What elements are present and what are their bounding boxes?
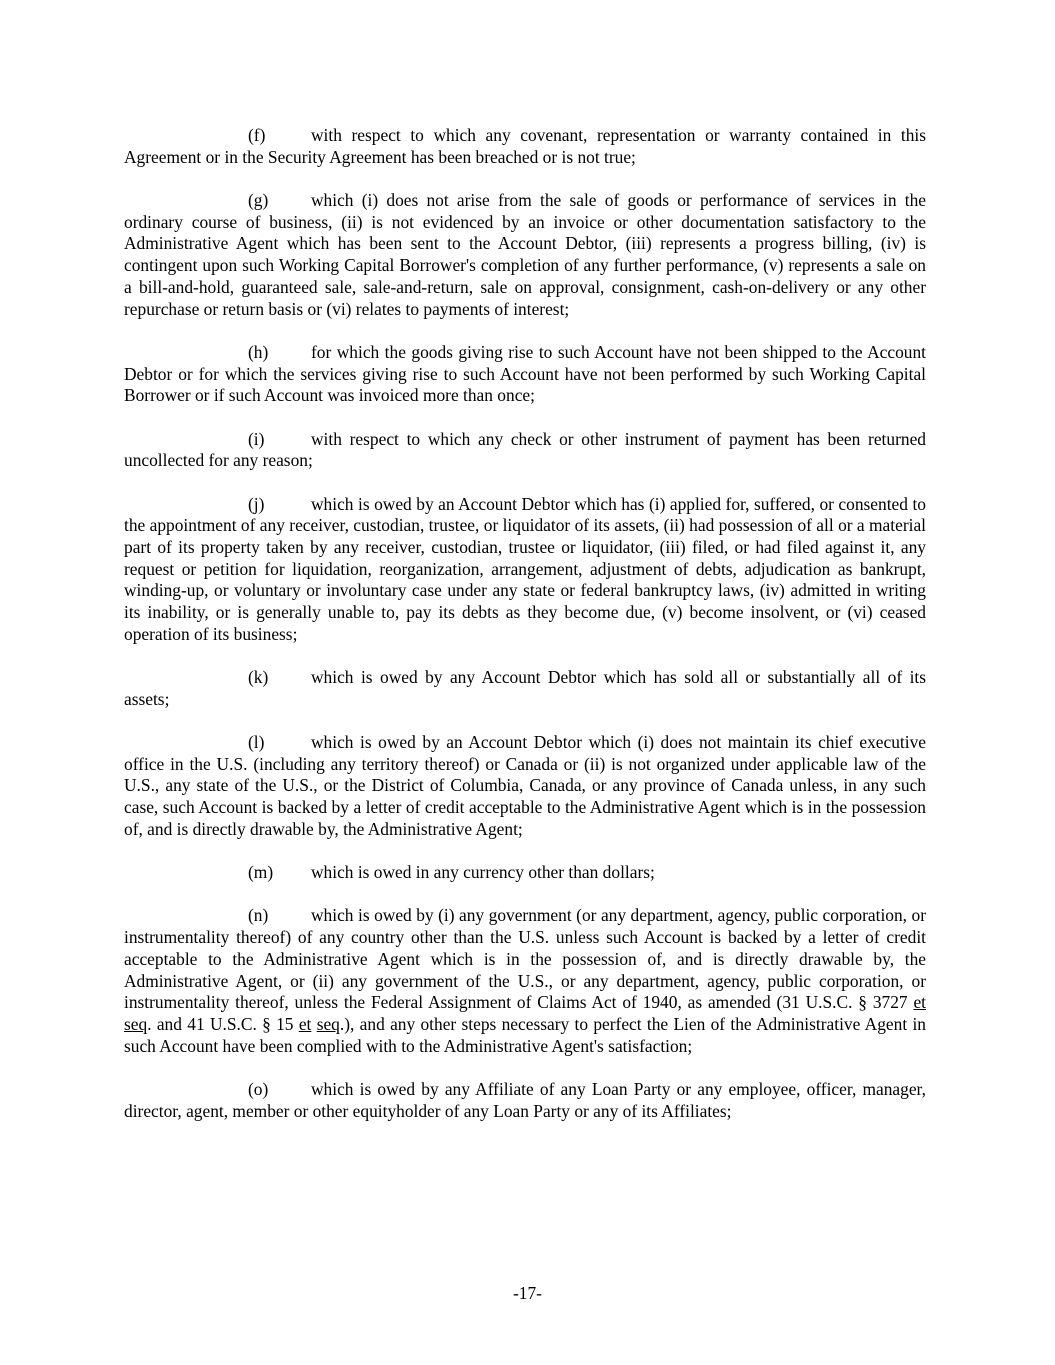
latin-term-seq: seq <box>124 1013 148 1034</box>
paragraph-label: (l) <box>248 732 265 753</box>
paragraph-text-part-c: .), and any other steps necessary to perfect the Lien of the Administrative Agent in such Account have been complied with to the Administrative Agent's satisfaction; <box>124 1013 926 1056</box>
paragraph-label: (g) <box>248 190 269 210</box>
latin-term-et: et <box>913 992 926 1013</box>
paragraph-label: (m) <box>248 862 274 883</box>
paragraph-text: which (i) does not arise from the sale of goods or performance of services in the ordinary course of business, (ii) is not evidenced by an invoice or other documentation satisfactory to the Administrative Agent which has been sent to the Account Debtor, (iii) represents a progress billing, (iv) is contingent upon such Working Capital Borrower's completion of any further performance, (v) represents a sale on a bill-and-hold, guaranteed sale, sale-and-return, sale on approval, consignment, cash-on-delivery or any other repurchase or return basis or (vi) relates to payments of interest; <box>124 190 926 319</box>
document-body <box>124 125 926 1144</box>
paragraph-text: with respect to which any check or other instrument of payment has been returned uncollected for any reason; <box>124 428 926 471</box>
paragraph-i <box>124 429 926 472</box>
latin-term-seq: seq <box>316 1013 340 1034</box>
paragraph-o <box>124 1079 926 1122</box>
paragraph-label: (h) <box>248 341 269 362</box>
paragraph-text: which is owed by an Account Debtor which has (i) applied for, suffered, or consented to the appointment of any receiver, custodian, trustee, or liquidator of its assets, (ii) had possession of all or a material part of its property taken by any receiver, custodian, trustee or liquidator, (iii) filed, or had filed against it, any request or petition for liquidation, reorganization, arrangement, adjustment of debts, adjudication as bankrupt, winding-up, or voluntary or involuntary case under any state or federal bankruptcy laws, (iv) admitted in writing its inability, or is generally unable to, pay its debts as they become due, (v) become insolvent, or (vi) ceased operation of its business; <box>124 493 926 644</box>
paragraph-label: (n) <box>248 905 269 926</box>
paragraph-f <box>124 125 926 168</box>
paragraph-text-part-a: which is owed by (i) any government (or any department, agency, public corporation, or instrumentality thereof) of any country other than the U.S. unless such Account is backed by a letter of credit acceptable to the Administrative Agent which is in the possession of, and is directly drawable by, the Administrative Agent, or (ii) any government of the U.S., or any department, agency, public corporation, or instrumentality thereof, unless the Federal Assignment of Claims Act of 1940, as amended (31 U.S.C. § 3727 <box>124 905 926 1013</box>
paragraph-text: with respect to which any covenant, representation or warranty contained in this Agreement or in the Security Agreement has been breached or is not true; <box>124 125 926 167</box>
paragraph-label: (j) <box>248 493 265 514</box>
paragraph-h <box>124 342 926 407</box>
paragraph-j <box>124 494 926 646</box>
paragraph-n <box>124 905 926 1057</box>
paragraph-text-part-b: . and 41 U.S.C. § 15 <box>147 1013 299 1034</box>
paragraph-g <box>124 190 926 320</box>
paragraph-text: which is owed by any Affiliate of any Loan Party or any employee, officer, manager, director, agent, member or other equityholder of any Loan Party or any of its Affiliates; <box>124 1078 926 1121</box>
paragraph-text: which is owed in any currency other than dollars; <box>311 862 655 883</box>
latin-term-et: et <box>298 1013 312 1034</box>
paragraph-l <box>124 732 926 841</box>
paragraph-label: (k) <box>248 667 269 688</box>
paragraph-label: (o) <box>248 1078 269 1099</box>
paragraph-k <box>124 667 926 710</box>
page-number: -17- <box>513 1283 542 1303</box>
paragraph-m <box>124 862 926 884</box>
paragraph-text: which is owed by an Account Debtor which (i) does not maintain its chief executive office in the U.S. (including any territory thereof) or Canada or (ii) is not organized under applicable law of the U.S., any state of the U.S., or the District of Columbia, Canada, or any province of Canada unless, in any such case, such Account is backed by a letter of credit acceptable to the Administrative Agent which is in the possession of, and is directly drawable by, the Administrative Agent; <box>124 732 926 839</box>
paragraph-text: which is owed by any Account Debtor which has sold all or substantially all of its assets; <box>124 667 926 709</box>
paragraph-label: (i) <box>248 428 265 449</box>
paragraph-label: (f) <box>248 125 266 145</box>
paragraph-text: for which the goods giving rise to such Account have not been shipped to the Account Debtor or for which the services giving rise to such Account have not been performed by such Working Capital Borrower or if such Account was invoiced more than once; <box>124 341 926 406</box>
